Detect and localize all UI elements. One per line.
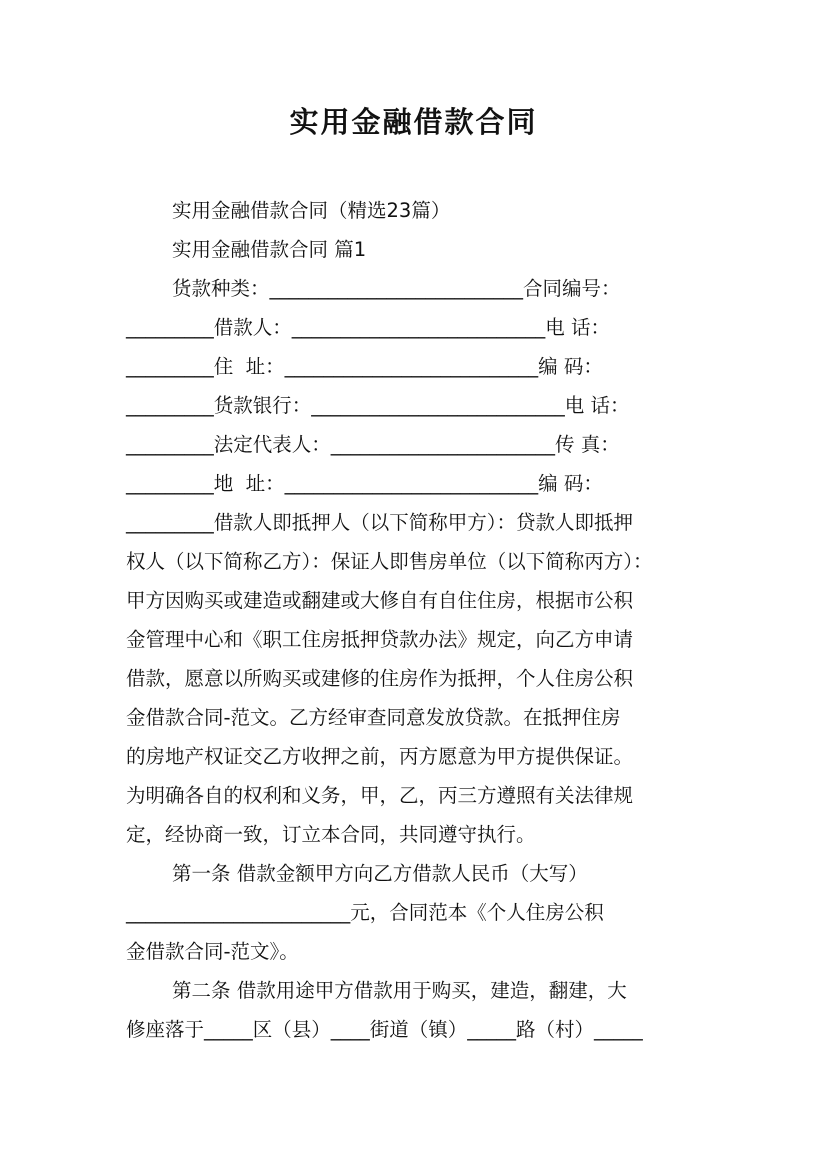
doc-line: _________货款银行：__________________________电 话： [126, 394, 630, 417]
doc-line: 为明确各自的权利和义务，甲，乙，丙三方遵照有关法律规 [126, 784, 634, 807]
doc-line: 金借款合同-范文》。 [126, 940, 299, 963]
doc-line: _________住 址：__________________________编 码： [126, 355, 603, 378]
doc-line: 甲方因购买或建造或翻建或大修自有自住住房，根据市公积 [126, 589, 634, 612]
doc-line: 的房地产权证交乙方收押之前，丙方愿意为甲方提供保证。 [126, 745, 634, 768]
doc-line: 货款种类：__________________________合同编号： [172, 277, 621, 300]
doc-line: 定，经协商一致，订立本合同，共同遵守执行。 [126, 823, 536, 846]
doc-line: _________借款人即抵押人（以下简称甲方）：贷款人即抵押 [126, 511, 634, 534]
doc-line: 第二条 借款用途甲方借款用于购买，建造，翻建，大 [172, 979, 627, 1002]
doc-line: 金借款合同-范文。乙方经审查同意发放贷款。在抵押住房 [126, 706, 621, 729]
doc-line: 借款，愿意以所购买或建修的住房作为抵押，个人住房公积 [126, 667, 634, 690]
doc-line: _________地 址：__________________________编 码： [126, 472, 603, 495]
doc-line: 金管理中心和《职工住房抵押贷款办法》规定，向乙方申请 [126, 628, 634, 651]
doc-line: 第一条 借款金额甲方向乙方借款人民币（大写） [172, 862, 588, 885]
doc-line: _______________________元，合同范本《个人住房公积 [126, 901, 604, 924]
doc-line: 实用金融借款合同 篇1 [172, 238, 367, 261]
doc-line: 实用金融借款合同（精选23篇） [172, 199, 451, 222]
doc-line: _________法定代表人：_______________________传 真： [126, 433, 620, 456]
doc-line: 权人（以下简称乙方）：保证人即售房单位（以下简称丙方）： [126, 550, 653, 573]
doc-line: 修座落于_____区（县）____街道（镇）_____路（村）_____ [126, 1018, 643, 1041]
doc-line: _________借款人：__________________________电 话： [126, 316, 610, 339]
document-title: 实用金融借款合同 [289, 105, 538, 139]
